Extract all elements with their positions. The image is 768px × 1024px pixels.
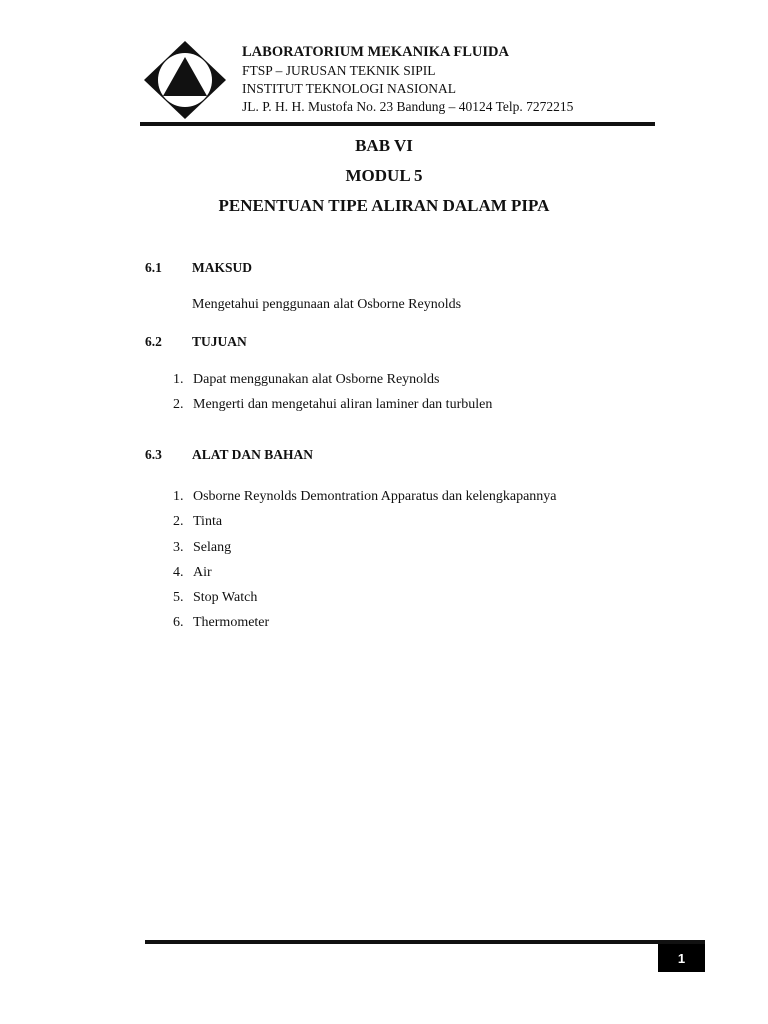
list-number: 4.	[173, 565, 184, 580]
list-number: 5.	[173, 590, 184, 605]
list-number: 1.	[173, 489, 184, 504]
list-number: 6.	[173, 615, 184, 630]
list-text: Stop Watch	[193, 590, 258, 605]
page-number: 1	[658, 944, 705, 972]
list-number: 2.	[173, 397, 184, 412]
section-heading: TUJUAN	[192, 334, 247, 349]
itenas-logo	[143, 40, 227, 120]
header-divider	[140, 122, 655, 126]
list-text: Thermometer	[193, 615, 270, 630]
section-number: 6.1	[145, 260, 162, 275]
document-title: PENENTUAN TIPE ALIRAN DALAM PIPA	[218, 196, 550, 215]
list-text: Tinta	[193, 514, 223, 529]
list-text: Osborne Reynolds Demontration Apparatus dan kelengkapannya	[193, 489, 557, 504]
lab-name: LABORATORIUM MEKANIKA FLUIDA	[242, 44, 509, 60]
address-line: JL. P. H. H. Mustofa No. 23 Bandung – 40124 Telp. 7272215	[242, 99, 574, 114]
list-text: Air	[193, 565, 212, 580]
list-number: 2.	[173, 514, 184, 529]
section-paragraph: Mengetahui penggunaan alat Osborne Reynolds	[192, 297, 462, 312]
list-number: 1.	[173, 372, 184, 387]
section-number: 6.3	[145, 447, 162, 462]
institute-line: INSTITUT TEKNOLOGI NASIONAL	[242, 81, 456, 96]
list-number: 3.	[173, 540, 184, 555]
section-heading: ALAT DAN BAHAN	[192, 447, 314, 462]
footer-divider	[145, 940, 705, 944]
section-heading: MAKSUD	[192, 260, 252, 275]
list-text: Dapat menggunakan alat Osborne Reynolds	[193, 372, 440, 387]
chapter-title: BAB VI	[355, 136, 413, 155]
module-title: MODUL 5	[345, 166, 423, 185]
section-number: 6.2	[145, 334, 162, 349]
list-text: Mengerti dan mengetahui aliran laminer dan turbulen	[193, 397, 493, 412]
list-text: Selang	[193, 540, 232, 555]
faculty-line: FTSP – JURUSAN TEKNIK SIPIL	[242, 63, 436, 78]
